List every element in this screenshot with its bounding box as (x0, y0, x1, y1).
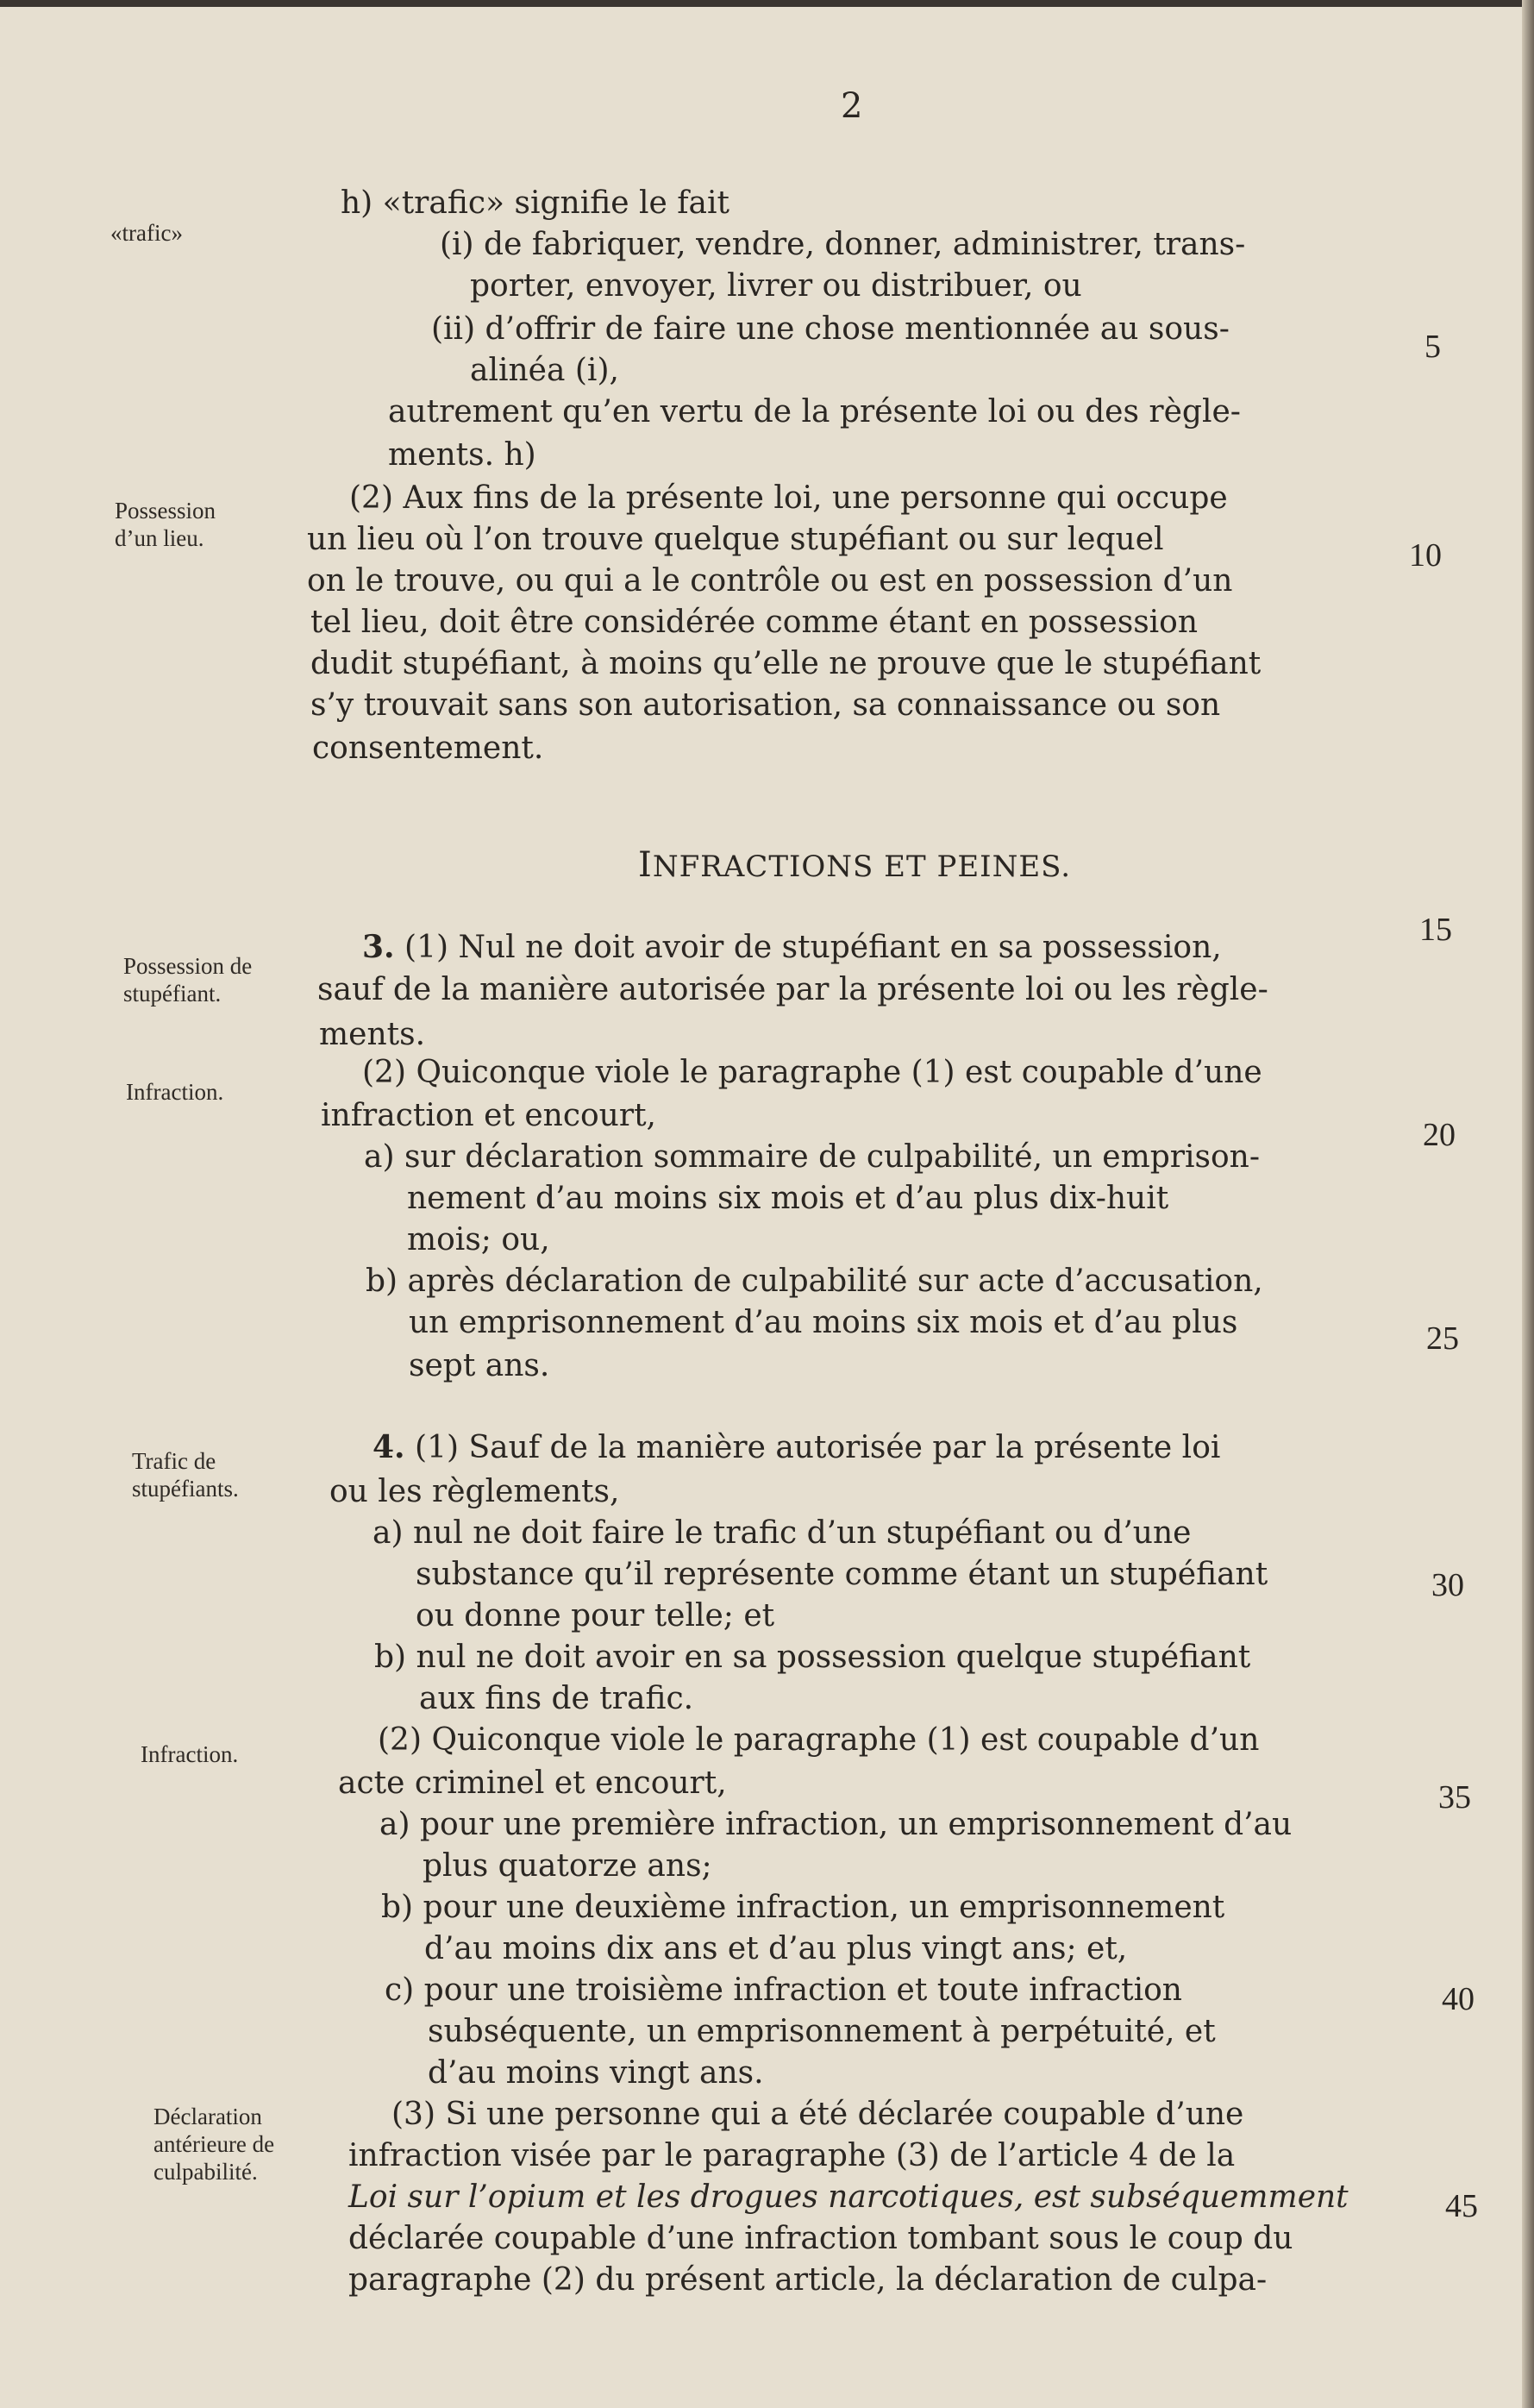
article-number: 4. (373, 1429, 405, 1465)
text-line: (3) Si une personne qui a été déclarée coupable d’une (391, 2097, 1244, 2132)
text-line: alinéa (i), (470, 353, 619, 388)
text-line: on le trouve, ou qui a le contrôle ou est en possession d’un (307, 563, 1233, 599)
line-number: 15 (1419, 912, 1452, 948)
section-heading (638, 845, 1071, 885)
text-line: sauf de la manière autorisée par la présente loi ou les règle- (317, 972, 1268, 1007)
margin-note-possession-stupefiant (123, 952, 252, 1007)
text-line: h) «trafic» signifie le fait (341, 185, 730, 221)
line-number: 20 (1423, 1117, 1456, 1153)
margin-note-line: d’un lieu. (115, 525, 204, 551)
text-line: ments. (319, 1017, 426, 1052)
text-line: consentement. (312, 731, 544, 766)
text-line: aux fins de trafic. (419, 1681, 694, 1716)
text-span: (1) Nul ne doit avoir de stupéfiant en sa possession, (394, 930, 1222, 965)
text-line: porter, envoyer, livrer ou distribuer, ou (470, 268, 1082, 304)
margin-note-line: Déclaration (153, 2104, 262, 2129)
text-line: paragraphe (2) du présent article, la déclaration de culpa- (348, 2262, 1268, 2298)
text-line: ou les règlements, (329, 1474, 620, 1509)
text-line: a) nul ne doit faire le trafic d’un stupéfiant ou d’une (373, 1515, 1192, 1551)
text-line: (i) de fabriquer, vendre, donner, administrer, trans- (440, 227, 1246, 262)
text-line: tel lieu, doit être considérée comme étant en possession (310, 605, 1199, 640)
text-line: s’y trouvait sans son autorisation, sa connaissance ou son (310, 687, 1221, 723)
text-line: un emprisonnement d’au moins six mois et d’au plus (409, 1305, 1238, 1340)
text-line (362, 928, 1222, 967)
page-number: 2 (841, 86, 863, 126)
text-line: b) pour une deuxième infraction, un emprisonnement (381, 1890, 1225, 1925)
text-line: autrement qu’en vertu de la présente loi ou des règle- (388, 394, 1241, 430)
line-number: 35 (1438, 1779, 1471, 1815)
text-line: déclarée coupable d’une infraction tombant sous le coup du (348, 2221, 1293, 2256)
text-line: b) après déclaration de culpabilité sur acte d’accusation, (366, 1264, 1263, 1299)
text-line: Loi sur l’opium et les drogues narcotiques, est subséquemment (348, 2179, 1349, 2215)
margin-note-declaration-anterieure (153, 2103, 274, 2185)
scan-edge-right (1522, 0, 1534, 2408)
margin-note-line: Possession (115, 498, 216, 524)
text-line: infraction visée par le paragraphe (3) de l’article 4 de la (348, 2138, 1236, 2173)
text-line: d’au moins dix ans et d’au plus vingt ans; et, (424, 1931, 1128, 1966)
margin-note-line: stupéfiants. (132, 1476, 239, 1502)
scan-edge-top (0, 0, 1534, 7)
margin-note-infraction: Infraction. (126, 1079, 224, 1105)
margin-note-infraction: Infraction. (141, 1741, 239, 1767)
margin-note-line: stupéfiant. (123, 981, 222, 1006)
text-line: dudit stupéfiant, à moins qu’elle ne prouve que le stupéfiant (310, 646, 1262, 681)
text-line: nement d’au moins six mois et d’au plus dix-huit (407, 1181, 1169, 1216)
text-line: plus quatorze ans; (423, 1848, 712, 1884)
margin-note-line: antérieure de (153, 2131, 275, 2157)
text-line: b) nul ne doit avoir en sa possession quelque stupéfiant (374, 1640, 1251, 1675)
text-line: substance qu’il représente comme étant un stupéfiant (416, 1557, 1268, 1592)
margin-note-line: Trafic de (132, 1448, 216, 1474)
margin-note-trafic: «trafic» (110, 220, 183, 246)
line-number: 10 (1409, 537, 1442, 574)
line-number: 45 (1445, 2188, 1478, 2224)
text-line: un lieu où l’on trouve quelque stupéfiant ou sur lequel (307, 522, 1164, 557)
text-line: subséquente, un emprisonnement à perpétuité, et (428, 2014, 1216, 2049)
text-line: a) sur déclaration sommaire de culpabilité, un emprison- (364, 1139, 1260, 1175)
text-line: sept ans. (409, 1348, 550, 1383)
text-line: (2) Quiconque viole le paragraphe (1) est coupable d’un (378, 1722, 1260, 1758)
margin-note-possession-lieu (115, 497, 216, 552)
margin-note-trafic-stupefiants (132, 1447, 239, 1502)
text-line: d’au moins vingt ans. (428, 2055, 764, 2091)
text-line: acte criminel et encourt, (338, 1765, 727, 1801)
text-line: (2) Aux fins de la présente loi, une personne qui occupe (349, 480, 1228, 516)
margin-note-line: Possession de (123, 953, 253, 979)
text-line: ou donne pour telle; et (416, 1598, 775, 1634)
text-line (373, 1428, 1220, 1467)
text-line: mois; ou, (407, 1222, 550, 1257)
text-line: (2) Quiconque viole le paragraphe (1) est coupable d’une (362, 1055, 1262, 1090)
line-number: 30 (1431, 1567, 1464, 1603)
heading-initial: I (638, 845, 653, 885)
line-number: 5 (1424, 329, 1441, 365)
article-number: 3. (362, 929, 395, 965)
text-line: a) pour une première infraction, un emprisonnement d’au (379, 1807, 1293, 1842)
margin-note-line: culpabilité. (153, 2159, 258, 2185)
text-line: infraction et encourt, (321, 1098, 656, 1133)
text-line: c) pour une troisième infraction et toute infraction (385, 1972, 1182, 2008)
text-line: ments. h) (388, 437, 536, 473)
text-line: (ii) d’offrir de faire une chose mentionnée au sous- (431, 311, 1230, 347)
heading-rest: NFRACTIONS ET PEINES. (652, 850, 1072, 884)
text-span: (1) Sauf de la manière autorisée par la présente loi (404, 1430, 1221, 1465)
line-number: 40 (1442, 1981, 1475, 2017)
line-number: 25 (1426, 1320, 1459, 1357)
